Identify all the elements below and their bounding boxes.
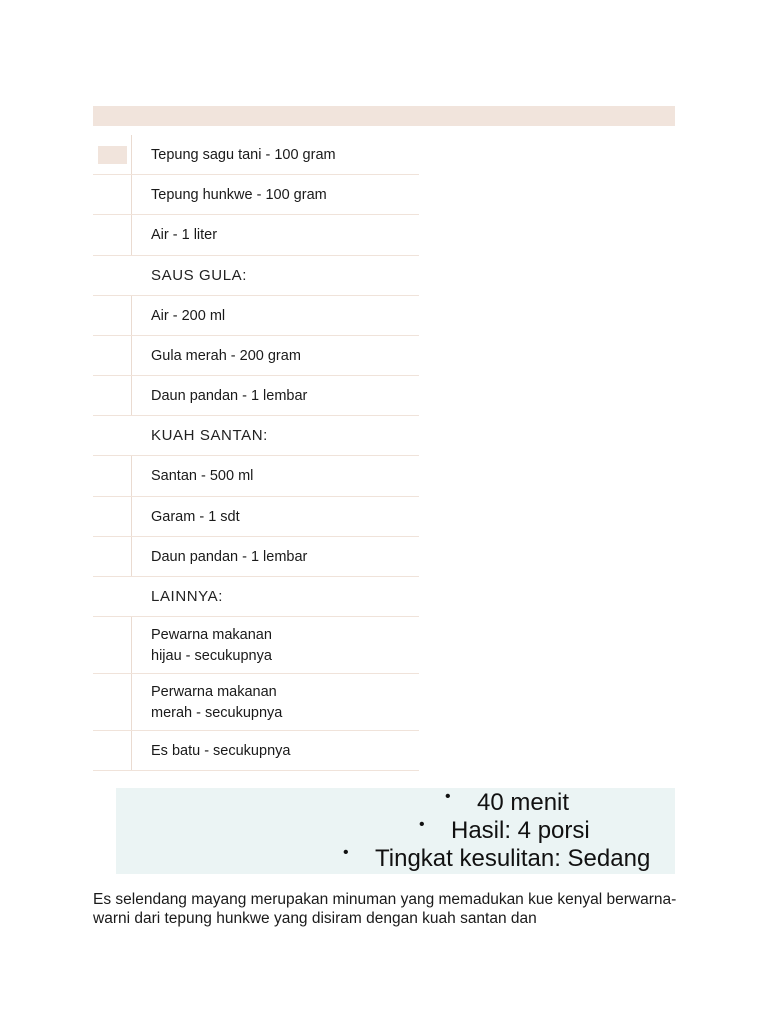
row-gutter-divider (131, 497, 132, 536)
ingredient-row (93, 731, 419, 771)
difficulty-item (343, 844, 651, 873)
section-heading-row (93, 416, 419, 456)
section-heading: KUAH SANTAN: (151, 426, 268, 444)
ingredient-text: Tepung hunkwe - 100 gram (151, 186, 327, 203)
ingredient-row (93, 674, 419, 731)
yield-text: Hasil: 4 porsi (451, 817, 590, 844)
ingredient-row (93, 376, 419, 416)
ingredient-text: Daun pandan - 1 lembar (151, 548, 308, 565)
row-gutter-divider (131, 135, 132, 174)
ingredient-text: Santan - 500 ml (151, 467, 254, 484)
ingredient-text: Daun pandan - 1 lembar (151, 387, 308, 404)
row-gutter-divider (131, 617, 132, 673)
ingredient-row (93, 296, 419, 336)
ingredient-text (151, 625, 272, 666)
yield-item (419, 816, 590, 845)
ingredient-row (93, 497, 419, 537)
ingredient-text: Tepung sagu tani - 100 gram (151, 146, 336, 163)
section-heading-row (93, 577, 419, 617)
row-gutter-divider (131, 215, 132, 255)
row-gutter-divider (131, 731, 132, 770)
section-heading: LAINNYA: (151, 587, 224, 605)
section-heading-row (93, 256, 419, 296)
ingredient-checkbox[interactable] (98, 146, 127, 164)
duration-text: 40 menit (477, 789, 570, 816)
row-gutter-divider (131, 376, 132, 415)
top-band (93, 106, 675, 126)
ingredient-line: merah - secukupnya (151, 704, 283, 721)
ingredient-row (93, 537, 419, 577)
row-gutter-divider (131, 336, 132, 375)
ingredient-text: Es batu - secukupnya (151, 742, 291, 759)
ingredient-line: hijau - secukupnya (151, 647, 272, 664)
ingredient-line: Perwarna makanan (151, 684, 277, 700)
bullet-icon: • (343, 844, 349, 861)
ingredient-row (93, 336, 419, 376)
ingredient-row (93, 617, 419, 674)
duration-item (445, 788, 570, 817)
difficulty-text: Tingkat kesulitan: Sedang (375, 845, 651, 872)
bullet-icon: • (445, 788, 451, 805)
ingredient-row (93, 135, 419, 175)
ingredient-row (93, 456, 419, 497)
row-gutter-divider (131, 175, 132, 214)
recipe-info-box (116, 788, 675, 874)
ingredient-text: Air - 1 liter (151, 226, 218, 243)
bullet-icon: • (419, 816, 425, 833)
ingredient-row (93, 175, 419, 215)
row-gutter-divider (131, 296, 132, 335)
ingredient-text: Gula merah - 200 gram (151, 347, 301, 364)
ingredient-text: Air - 200 ml (151, 307, 226, 324)
ingredient-text (151, 682, 282, 723)
ingredient-text: Garam - 1 sdt (151, 508, 240, 525)
row-gutter-divider (131, 537, 132, 576)
ingredient-line: Pewarna makanan (151, 627, 272, 643)
ingredient-list (93, 135, 419, 771)
ingredient-row (93, 215, 419, 256)
recipe-description: Es selendang mayang merupakan minuman yang memadukan kue kenyal berwarna-warni dari tepung hunkwe yang disiram dengan kuah santan dan (93, 891, 677, 927)
section-heading: SAUS GULA: (151, 266, 248, 284)
row-gutter-divider (131, 674, 132, 730)
row-gutter-divider (131, 456, 132, 496)
